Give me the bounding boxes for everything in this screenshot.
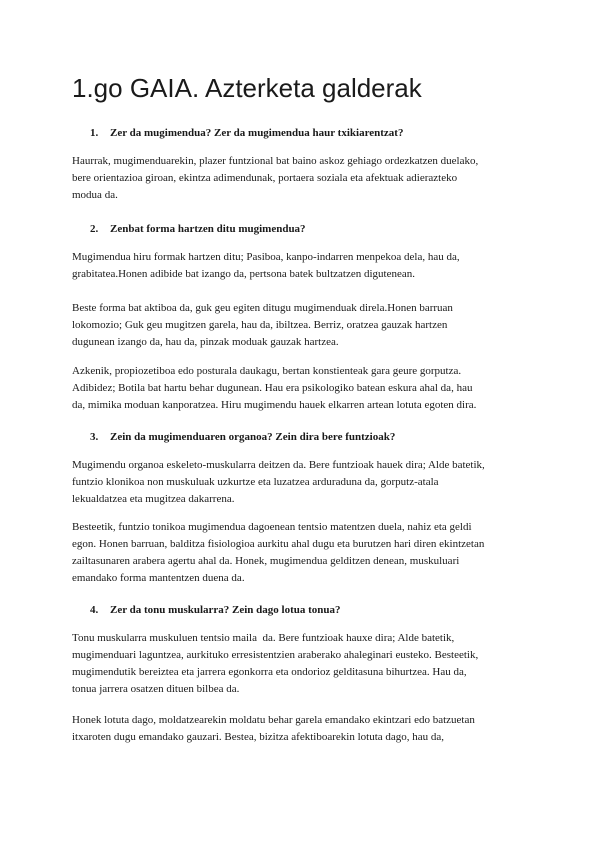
answer-2-paragraph-3: Azkenik, propiozetiboa edo posturala daukagu, bertan konstienteak gara geure gorputza. Adibidez; Botila bat hartu behar dugunean. Hau era psikologiko batean eskura ahal da, hau da, mimika moduan kanporatzea. Hiru mugimendu hauek elkarren artean lotuta egoten dira. (72, 365, 477, 411)
question-number: 2. (90, 223, 99, 235)
answer-2-paragraph-1: Mugimendua hiru formak hartzen ditu; Pasiboa, kanpo-indarren menpekoa dela, hau da, grabitatea.Honen adibide bat izango da, pertsona batek bultzatzen digutenean. (72, 251, 460, 280)
page-title: 1.go GAIA. Azterketa galderak (72, 73, 422, 103)
answer-4-paragraph-2: Honek lotuta dago, moldatzearekin moldatu behar garela emandako ekintzari edo batzuetan itxaroten dugu emandako gauzari. Bestea, bizitza afektiboarekin lotuta dago, hau da, (72, 714, 475, 743)
question-text: Zer da mugimendua? Zer da mugimendua haur txikiarentzat? (110, 127, 404, 139)
question-2-heading (90, 221, 306, 237)
question-text: Zein da mugimenduaren organoa? Zein dira bere funtzioak? (110, 431, 396, 443)
question-3-heading (90, 429, 395, 445)
question-text: Zenbat forma hartzen ditu mugimendua? (110, 223, 306, 235)
answer-3-paragraph-1: Mugimendu organoa eskeleto-muskularra deitzen da. Bere funtzioak hauek dira; Alde batetik, funtzio klonikoa non muskuluak uzkurtze eta luzatzea arduraduna da, gorputz-atala lekualdatzea eta mugitzea dakarrena. (72, 459, 485, 505)
question-1-heading (90, 125, 403, 141)
answer-4-paragraph-1: Tonu muskularra muskuluen tentsio maila da. Bere funtzioak hauxe dira; Alde batetik, mugimenduari laguntzea, aurkituko erresistentzien araberako ahaleginari eusteko. Besteetik, mugimendutik bereiztea eta jarrera egonkorra eta ondorioz gelditasuna bihurtzea. Hau da, tonua jarrera osatzen dituen bilbea da. (72, 632, 479, 695)
question-4-heading (90, 602, 341, 618)
question-number: 4. (90, 604, 99, 616)
question-number: 3. (90, 431, 99, 443)
answer-2-paragraph-2: Beste forma bat aktiboa da, guk geu egiten ditugu mugimenduak direla.Honen barruan lokomozio; Guk geu mugitzen garela, hau da, ibiltzea. Berriz, oratzea gauzak hartzen dugunean izango da, hau da, pinzak moduak gauzak hartzea. (72, 302, 453, 348)
answer-1-paragraph-1: Haurrak, mugimenduarekin, plazer funtzional bat baino askoz gehiago ordezkatzen duelako, bere orientazioa giroan, ekintza adimendunak, portaera soziala eta afektuak adierazteko modua da. (72, 155, 479, 201)
question-text: Zer da tonu muskularra? Zein dago lotua tonua? (110, 604, 341, 616)
question-number: 1. (90, 127, 99, 139)
answer-3-paragraph-2: Besteetik, funtzio tonikoa mugimendua dagoenean tentsio matentzen duela, nahiz eta geldi egon. Honen barruan, balditza fisiologioa aurkitu ahal dugu eta burutzen hari diren ekintzetan zailtasunaren arabera agertu ahal da. Honek, mugimendua gelditzen denean, muskuluari emandako forma mantentzen duena da. (72, 521, 485, 584)
